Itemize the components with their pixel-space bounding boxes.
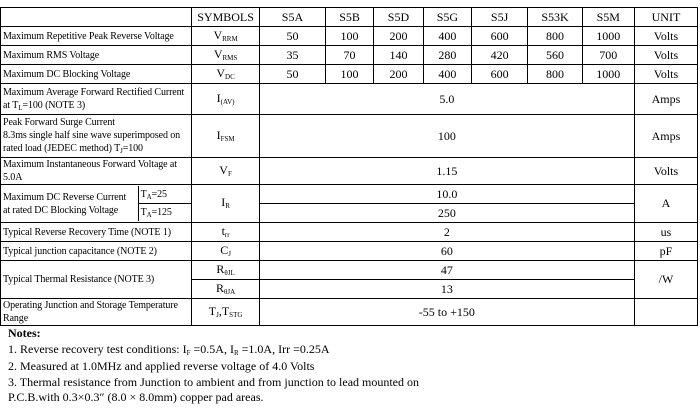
value: 5.0: [259, 84, 634, 115]
ir-cond-125: $T_A=125$: [138, 204, 191, 222]
value-s5g: 400: [423, 65, 471, 84]
param-label: Maximum Average Forward Rectified Current at $T_L=100$ (NOTE 3): [1, 84, 192, 115]
note-3: 3. Thermal resistance from Junction to ambient and from junction to lead mounted on: [8, 374, 420, 389]
param-label: Maximum Repetitive Peak Reverse Voltage: [1, 27, 192, 46]
row-cj: [1, 242, 698, 261]
note-3-cont: P.C.B.with 0.3×0.3″ (8.0 × 8.0mm) copper pad areas.: [8, 390, 264, 404]
value-s5b: 100: [326, 65, 374, 84]
value-s5d: 140: [373, 46, 423, 65]
value-s53k: 800: [528, 65, 582, 84]
value-s5d: 200: [373, 27, 423, 46]
value: 1.15: [259, 158, 634, 185]
symbol: VRRM: [192, 27, 259, 46]
row-ifsm: [1, 115, 698, 158]
unit: Volts: [634, 65, 697, 84]
header-blank: [1, 8, 192, 27]
header-s5j: S5J: [471, 8, 528, 27]
unit: Volts: [634, 46, 697, 65]
unit: [634, 299, 697, 326]
value-s5d: 200: [373, 65, 423, 84]
ir-label: Maximum DC Reverse Current at rated DC Blocking Voltage: [3, 191, 127, 216]
ratings-table: [0, 7, 698, 326]
header-s5b: S5B: [326, 8, 374, 27]
param-label: [1, 185, 192, 223]
symbol: CJ: [192, 242, 259, 261]
row-rth: [1, 261, 698, 280]
unit: A: [634, 185, 697, 223]
value-jl: 47: [259, 261, 634, 280]
unit: Volts: [634, 158, 697, 185]
symbol: VRMS: [192, 46, 259, 65]
symbol: IR: [192, 185, 259, 223]
unit: Amps: [634, 115, 697, 158]
value-s5b: 100: [326, 27, 374, 46]
value-s53k: 800: [528, 27, 582, 46]
value: 60: [259, 242, 634, 261]
value-s5m: 700: [582, 46, 634, 65]
header-s5g: S5G: [423, 8, 471, 27]
header-row: [1, 8, 698, 27]
value-s5m: 1000: [582, 27, 634, 46]
param-label: Typical junction capacitance (NOTE 2): [1, 242, 192, 261]
row-tj: [1, 299, 698, 326]
symbol: VDC: [192, 65, 259, 84]
row-vrrm: [1, 27, 698, 46]
symbol-jl: RθJL: [192, 261, 259, 280]
unit: /W: [634, 261, 697, 299]
header-symbols: SYMBOLS: [192, 8, 259, 27]
symbol: trr: [192, 223, 259, 242]
symbol: VF: [192, 158, 259, 185]
value-s53k: 560: [528, 46, 582, 65]
value: 2: [259, 223, 634, 242]
param-label: Peak Forward Surge Current 8.3ms single half sine wave superimposed on rated load (JEDEC method) $T_J=100$: [1, 115, 192, 158]
unit: Volts: [634, 27, 697, 46]
symbol: TJ,TSTG: [192, 299, 259, 326]
param-label: Operating Junction and Storage Temperature Range: [1, 299, 192, 326]
note-1: 1. Reverse recovery test conditions: IF =0.5A, IR =1.0A, Irr =0.25A: [8, 341, 330, 357]
header-unit: UNIT: [634, 8, 697, 27]
notes-section: [8, 326, 419, 406]
row-iav: [1, 84, 698, 115]
value-25: 10.0: [259, 185, 634, 204]
unit: Amps: [634, 84, 697, 115]
symbol: IFSM: [192, 115, 259, 158]
value-s5j: 600: [471, 27, 528, 46]
row-vf: [1, 158, 698, 185]
value-ja: 13: [259, 280, 634, 299]
symbol-ja: RθJA: [192, 280, 259, 299]
param-label: Maximum RMS Voltage: [1, 46, 192, 65]
ir-cond-25: $T_A=25$: [138, 186, 191, 204]
value: -55 to +150: [259, 299, 634, 326]
unit: us: [634, 223, 697, 242]
value-s5a: 50: [259, 27, 325, 46]
value-s5g: 280: [423, 46, 471, 65]
symbol: I(AV): [192, 84, 259, 115]
unit: pF: [634, 242, 697, 261]
value: 100: [259, 115, 634, 158]
param-label: Typical Thermal Resistance (NOTE 3): [1, 261, 192, 299]
header-s53k: S53K: [528, 8, 582, 27]
param-label: Typical Reverse Recovery Time (NOTE 1): [1, 223, 192, 242]
header-s5a: S5A: [259, 8, 325, 27]
note-2: 2. Measured at 1.0MHz and applied reverse voltage of 4.0 Volts: [8, 359, 315, 373]
value-s5a: 35: [259, 46, 325, 65]
value-s5g: 400: [423, 27, 471, 46]
value-125: 250: [259, 204, 634, 223]
value-s5a: 50: [259, 65, 325, 84]
row-vdc: [1, 65, 698, 84]
row-ir: [1, 185, 698, 204]
param-label: Maximum DC Blocking Voltage: [1, 65, 192, 84]
value-s5m: 1000: [582, 65, 634, 84]
value-s5j: 600: [471, 65, 528, 84]
param-label: Maximum Instantaneous Forward Voltage at 5.0A: [1, 158, 192, 185]
value-s5j: 420: [471, 46, 528, 65]
header-s5m: S5M: [582, 8, 634, 27]
row-vrms: [1, 46, 698, 65]
notes-title: Notes:: [8, 326, 41, 340]
value-s5b: 70: [326, 46, 374, 65]
row-trr: [1, 223, 698, 242]
header-s5d: S5D: [373, 8, 423, 27]
